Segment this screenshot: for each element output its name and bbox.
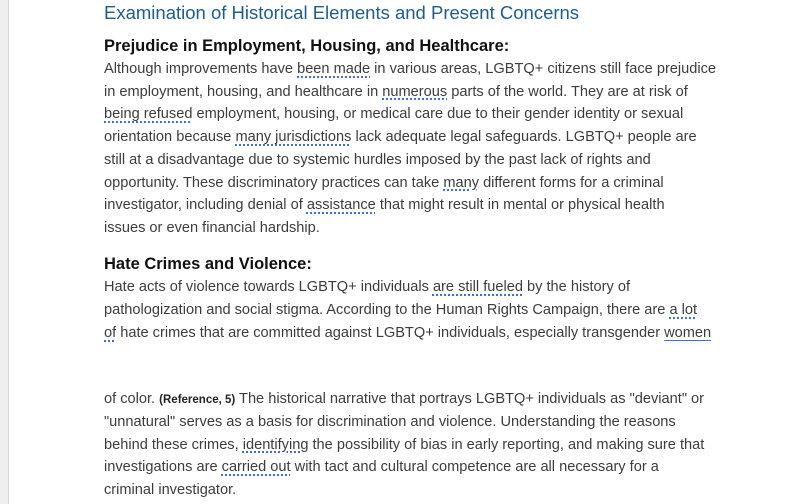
paragraph-line: investigations are carried out with tact and cultural competence are all necessary for a [104, 459, 659, 476]
paragraph-line: pathologization and social stigma. According to the Human Rights Campaign, there are a lot [104, 302, 698, 318]
paragraph-line: of hate crimes that are committed against LGBTQ+ individuals, especially transgender women [104, 325, 712, 341]
grammar-suggestion[interactable]: carried out [221, 459, 291, 476]
left-margin-bar [0, 0, 9, 504]
paragraph-line: orientation because many jurisdictions lack adequate legal safeguards. LGBTQ+ people are [104, 129, 697, 146]
grammar-suggestion[interactable]: a lot [669, 302, 698, 318]
document-title: Examination of Historical Elements and Present Concerns [104, 2, 580, 23]
paragraph-line: Although improvements have been made in various areas, LGBTQ+ citizens still face prejudice [104, 61, 717, 77]
paragraph-line: behind these crimes, identifying the possibility of bias in early reporting, and making sure that [104, 436, 705, 453]
paragraph-line: Hate acts of violence towards LGBTQ+ individuals are still fueled by the history of [104, 279, 631, 295]
grammar-suggestion[interactable]: being refused [104, 106, 193, 123]
grammar-suggestion[interactable]: of [104, 325, 117, 341]
reference-citation: (Reference, 5) [159, 394, 236, 406]
paragraph-line: opportunity. These discriminatory practices can take many different forms for a criminal [104, 174, 664, 191]
paragraph-line: "unnatural" serves as a basis for discrimination and violence. Understanding the reasons [104, 414, 676, 430]
paragraph-line: being refused employment, housing, or medical care due to their gender identity or sexual [104, 106, 684, 123]
grammar-suggestion[interactable]: many jurisdictions [235, 129, 352, 146]
grammar-suggestion[interactable]: identifying [242, 436, 309, 453]
paragraph-line: of color. (Reference, 5) The historical narrative that portrays LGBTQ+ individuals as "deviant" or [104, 391, 705, 407]
grammar-suggestion[interactable]: many [443, 174, 480, 191]
section-heading-hate-crimes: Hate Crimes and Violence: [104, 255, 312, 273]
paragraph-line: in employment, housing, and healthcare in numerous parts of the world. They are at risk of [104, 83, 688, 100]
grammar-suggestion[interactable]: numerous [382, 83, 448, 100]
paragraph-line: issues or even financial hardship. [104, 219, 320, 236]
grammar-suggestion[interactable]: are still fueled [432, 279, 523, 295]
section-heading-prejudice: Prejudice in Employment, Housing, and Healthcare: [104, 37, 510, 55]
grammar-suggestion[interactable]: been made [297, 61, 371, 77]
grammar-suggestion[interactable]: assistance [306, 197, 376, 214]
paragraph-line: investigator, including denial of assistance that might result in mental or physical health [104, 197, 665, 214]
paragraph-line: criminal investigator. [104, 482, 237, 499]
spelling-suggestion[interactable]: women [664, 325, 712, 341]
paragraph-line: still at a disadvantage due to systemic hurdles imposed by the past lack of rights and [104, 151, 651, 168]
